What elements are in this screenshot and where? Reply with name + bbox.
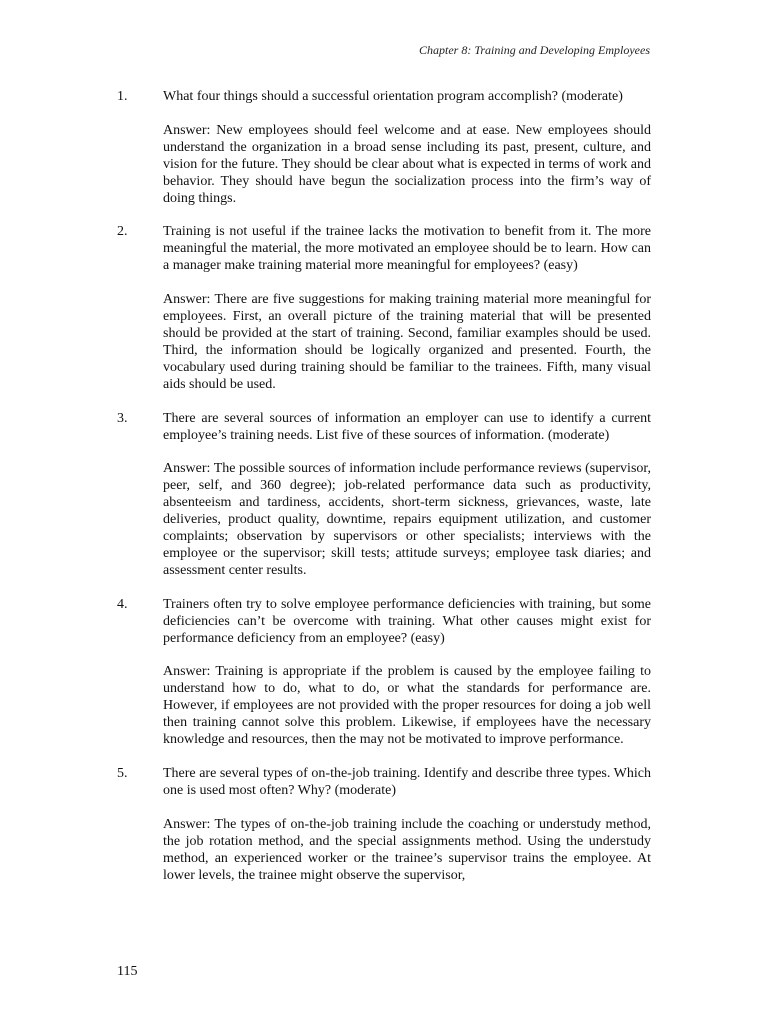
answer-text: Answer: There are five suggestions for making training material more meaningful for employees. First, an overall picture of the training material that will be presented should be provided at the start of training. Second, familiar examples should be used. Third, the information should be logically organized and presented. Fourth, the vocabulary used during training should be familiar to the trainees. Fifth, many visual aids should be used.	[163, 292, 651, 392]
question-item-1	[117, 89, 651, 207]
question-item-5	[117, 766, 651, 884]
running-header: Chapter 8: Training and Developing Employees	[419, 43, 650, 57]
question-item-2	[117, 224, 651, 393]
question-number: 5.	[117, 766, 128, 781]
question-number: 1.	[117, 89, 128, 104]
answer-text: Answer: The possible sources of information include performance reviews (supervisor, peer, self, and 360 degree); job-related performance data such as productivity, absenteeism and tardiness, accidents, short-term sickness, grievances, waste, late deliveries, product quality, downtime, repairs equipment utilization, and customer complaints; observation by supervisors or other specialists; interviews with the employee or the supervisor; skill tests; attitude surveys; employee task diaries; and assessment center results.	[163, 461, 651, 578]
question-item-4	[117, 597, 651, 749]
question-text: Trainers often try to solve employee performance deficiencies with training, but some deficiencies can’t be overcome with training. What other causes might exist for performance deficiency from an employee? (easy)	[163, 596, 651, 646]
question-number: 4.	[117, 596, 128, 612]
question-list	[117, 89, 651, 901]
answer-text: Answer: The types of on-the-job training include the coaching or understudy method, the job rotation method, and the special assignments method. Using the understudy method, an experienced worker or the trainee’s supervisor trains the employee. At lower levels, the trainee might observe the supervisor,	[163, 816, 651, 883]
answer-text: Answer: Training is appropriate if the problem is caused by the employee failing to understand how to do, what to do, or what the standards for performance are. However, if employees are not provided with the proper resources for doing a job well then training cannot solve this problem. Likewise, if employees have the necessary knowledge and resources, then the may not be motivated to improve performance.	[163, 664, 651, 748]
question-number: 2.	[117, 224, 128, 240]
question-text: There are several types of on-the-job training. Identify and describe three types. Which one is used most often? Why? (moderate)	[163, 766, 651, 798]
question-text: Training is not useful if the trainee lacks the motivation to benefit from it. The more meaningful the material, the more motivated an employee should be to learn. How can a manager make training material more meaningful for employees? (easy)	[163, 224, 651, 274]
question-text: What four things should a successful orientation program accomplish? (moderate)	[163, 89, 623, 104]
page-number: 115	[117, 964, 138, 979]
question-text: There are several sources of information an employer can use to identify a current employee’s training needs. List five of these sources of information. (moderate)	[163, 410, 651, 443]
answer-text: Answer: New employees should feel welcome and at ease. New employees should understand the organization in a broad sense including its past, present, culture, and vision for the future. They should be clear about what is expected in terms of work and behavior. They should have begun the socialization process into the firm’s way of doing things.	[163, 122, 651, 206]
question-number: 3.	[117, 410, 128, 426]
question-item-3	[117, 411, 651, 580]
